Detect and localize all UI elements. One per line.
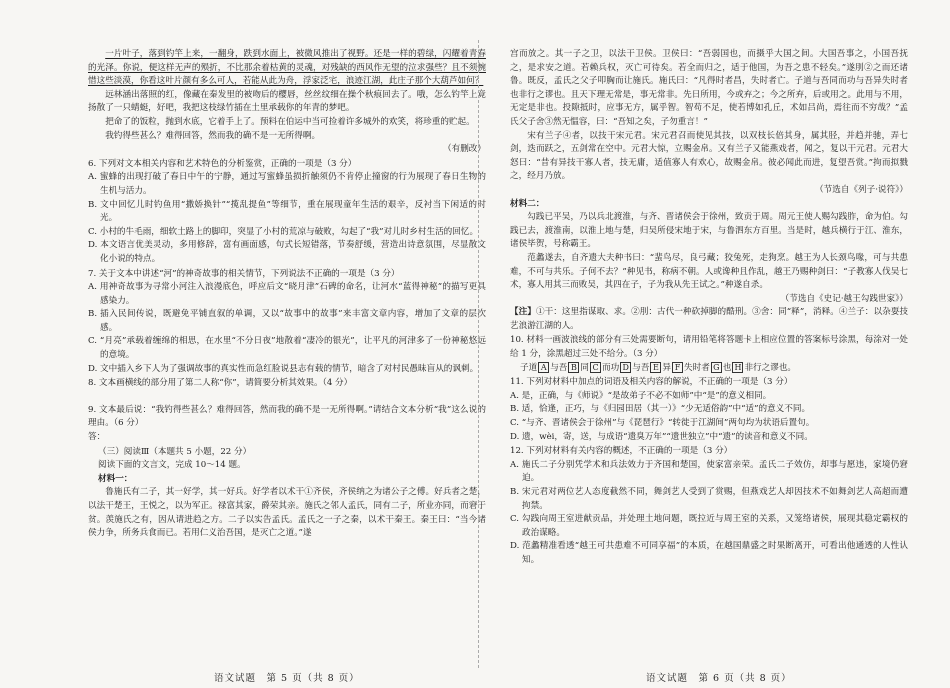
material-2-source: （节选自《史记·越王勾践世家》） <box>780 293 908 304</box>
footer-left: 语文试题 第 5 页（共 8 页） <box>214 673 360 684</box>
passage-source: （有删改） <box>443 144 486 155</box>
question-7-option-c: C. “月亮”承载着缠绵的相思，在水里“不分日夜”地散着“凄冷的银光”，让平凡的河津多了一份神秘悠远的意境。 <box>88 336 486 361</box>
question-6-option-a: A. 蜜蜂的出现打破了春日中午的宁静，通过写蜜蜂虽损折触须仍不肯停止撞窗的行为展现了春日生物的生机与活力。 <box>88 172 486 196</box>
sentence-part: 与吾 <box>632 362 650 373</box>
question-12-option-b: B. 宋元君对两位艺人态度截然不同，舞剑艺人受到了赏赐，但燕戏艺人却因技术不如舞剑艺人高超而遭拘禁。 <box>510 487 908 511</box>
question-10-stem: 10. 材料一画波浪线的部分有三处需要断句，请用铅笔将答题卡上相应位置的答案标号涂黑，每涂对一处给 1 分，涂黑超过三处不给分。（3 分） <box>510 335 908 360</box>
question-7-option-a: A. 用神奇故事为寻常小河注入浪漫底色，呼应后文“晓月津”石碑的命名，让河水“蓝得神秘”的描写更具感染力。 <box>88 282 486 306</box>
break-box-a[interactable]: A <box>538 362 549 373</box>
material-1-para-1-cont: 宫而放之。其一子之卫，以法干卫侯。卫侯曰：“吾弱国也，而摄乎大国之间。大国吾事之，小国吾抚之，是求安之道。若赖兵权，灭亡可待矣。若全而归之，适于他国，为吾之患不轻矣。”遂刖②之而还诸鲁。既反，孟氏之父子叩胸而让施氏。施氏曰：“凡得时者昌，失时者亡。子道与吾同而功与吾异失时者也非行之谬也。且天下理无常是，事无常非。先日所用，今或弃之；今之所弃，后或用之。此用与不用，无定是非也。投隙抵时，应事无方，属乎智。智苟不足，使若博如孔丘，术如吕尚，焉往而不穷哉？”孟氏父子舍③然无愠容，曰：“吾知之矣，子勿重言！” <box>510 49 908 127</box>
note <box>510 306 908 333</box>
sentence-part: 与吾 <box>550 362 568 373</box>
answer-space-8 <box>88 391 486 403</box>
material-1-label: 材料一： <box>98 473 133 484</box>
sentence-part: 子道 <box>520 362 538 373</box>
left-page <box>88 48 486 541</box>
page-divider <box>478 40 479 668</box>
passage-para-3: 把命了的饭粒，抛到水底，它着手上了。预料在伯运中当可捡着许多城外的欢笑，将珍重的贮起。 <box>105 116 475 127</box>
passage-para-1: 一片叶子，落到钓竿上来，一翻身，跌到水面上，被微风推出了视野。还是一样的碧绿，闪耀着青春的光泽。你说，便这样无声的殒折，不比那余着枯黄的灵魂，对残缺的西风作无望的泣求强些？且不须惋惜这些淡漠，你看这叶片颜有多么可人，若能从此为舟，浮家泛宅，浪迹江湖，此庄子那个大葫芦如何？ <box>88 49 486 87</box>
question-12-stem: 12. 下列对材料有关内容的概述，不正确的一项是（3 分） <box>510 446 733 457</box>
question-11-option-a: A. 是，正确，与《师说》“是故弟子不必不如师”中“是”的意义相同。 <box>510 390 772 401</box>
question-11-option-b: B. 适，恰逢，正巧，与《归园田居（其一）》“少无适俗韵”中“适”的意义不同。 <box>510 404 811 415</box>
question-7-option-b: B. 插入民间传说，既避免平铺直叙的单调，又以“故事中的故事”来丰富文章内容，增加了文章的层次感。 <box>88 309 486 333</box>
material-2-label: 材料二： <box>510 198 545 209</box>
sentence-part: 非行之谬也。 <box>744 362 797 373</box>
question-6-option-d: D. 本文语言优美灵动，多用修辞，富有画面感，句式长短错落，节奏舒缓，营造出诗意氛围，尽显散文化小说的特点。 <box>88 240 486 264</box>
break-box-e[interactable]: E <box>650 362 661 373</box>
break-box-g[interactable]: G <box>711 362 722 373</box>
material-1-para-2: 宋有兰子④者，以技干宋元君。宋元君召而使见其技，以双枝长倍其身，属其胫，并趋并驰，弄七剑，迭而跃之，五剑常在空中。元君大惊，立赐金帛。又有兰子又能燕戏者，闻之，复以干元君。元君大怒曰：“昔有异技干寡人者，技无庸，适值寡人有欢心，故赐金帛。彼必闻此而进，复望吾赏。”拘而拟戮之，经月乃放。 <box>510 130 908 182</box>
passage-para-2: 远林涵出落照的红，像藏在秦发里的被吻后的樱唇，丝丝纹细在操个秋痕回去了。哦，怎么钓竿上竟扬散了一只蜻蜓，好吧，我把这枝绿竹插在土里承载你的年青的梦吧。 <box>88 89 486 114</box>
material-1-para-1: 鲁施氏有二子，其一好学，其一好兵。好学者以术干①齐侯，齐侯纳之为诸公子之傅。好兵者之楚，以法干楚王，王悦之，以为军正。禄富其家，爵荣其亲。施氏之邻人孟氏，同有二子，所业亦同，而窘于贫。羡施氏之有，因从请进趋之方。二子以实告孟氏。孟氏之一子之秦，以术干秦王。秦王曰：“当今诸侯力争，所务兵食而已。若用仁义治吾国，是灭亡之道。”遂 <box>88 487 486 539</box>
break-box-b[interactable]: B <box>568 362 579 373</box>
question-6-option-b: B. 文中回忆儿时钓鱼用“撒娇换针”“揽乱提鱼”等细节，重在展现童年生活的艰辛，反衬当下闲适的时光。 <box>88 199 486 224</box>
sentence-part: 而功 <box>602 362 620 373</box>
note-text: ①干：这里指谋取、求。②刖：古代一种砍掉脚的酷刑。③舍：同“释”，消释。④兰子：以杂耍技艺浪游江湖的人。 <box>510 307 908 331</box>
sentence-part: 异 <box>662 362 672 373</box>
break-box-f[interactable]: F <box>672 362 683 373</box>
sentence-part: 同 <box>580 362 590 373</box>
question-9: 9. 文本最后说：“我钓得些甚么？难得回答，然而我的确不是一无所得啊。”请结合文本分析“我”这么说的理由。（6 分） <box>88 404 486 429</box>
material-1-source: （节选自《列子·说符》） <box>815 184 908 195</box>
section-title: （三）阅读Ⅲ（本题共 5 小题，22 分） <box>98 446 252 457</box>
question-12-option-d: D. 范蠡精准看透“越王可共患难不可同享福”的本质，在越国鼎盛之时果断离开，可看出他通透的人性认知。 <box>510 541 908 565</box>
note-label: 【注】 <box>510 307 536 318</box>
question-12-option-c: C. 勾践向周王室进献贡品，并处理土地问题，既拉近与周王室的关系，又笼络诸侯，展现其稳定霸权的政治谋略。 <box>510 514 908 538</box>
question-7-option-d: D. 文中插入乡下人为了强调故事的真实性而急红脸说县志有载的情节，暗含了对村民愚昧盲从的讽刺。 <box>88 363 479 374</box>
right-page <box>510 48 908 568</box>
material-2-para-2: 范蠡遂去，自齐遗大夫种书曰：“蜚鸟尽，良弓藏；狡兔死，走狗烹。越王为人长颈鸟喙，可与共患难，不可与共乐。子何不去？”种见书，称病不朝。人或谗种且作乱，越王乃赐种剑曰：“子教寡人伐吴七术，寡人用其三而败吴，其四在子，子为我从先王试之。”种遂自杀。 <box>510 252 908 291</box>
question-11-stem: 11. 下列对材料中加点的词语及相关内容的解说，不正确的一项是（3 分） <box>510 377 793 388</box>
sentence-part: 也 <box>722 362 732 373</box>
question-11-option-d: D. 遗，wèi，寄，送，与成语“遗臭万年”“遗世独立”中“遗”的读音和意义不同。 <box>510 431 813 442</box>
question-11-option-c: C. “与齐、晋诸侯会于徐州”与《琵琶行》“转徙于江湖间”两句均为状语后置句。 <box>510 418 815 429</box>
section-instruction: 阅读下面的文言文，完成 10～14 题。 <box>98 460 246 471</box>
footer-right: 语文试题 第 6 页（共 8 页） <box>646 673 792 684</box>
question-7-stem: 7. 关于文本中讲述“河”的神奇故事的相关情节，下列说法不正确的一项是（3 分） <box>88 268 400 279</box>
break-box-h[interactable]: H <box>732 362 743 373</box>
answer-label: 答： <box>88 432 106 443</box>
question-6-option-c: C. 小村的牛毛雨，细软土路上的脚印，突显了小村的荒凉与破败，勾起了“我”对儿时乡村生活的回忆。 <box>88 226 479 237</box>
break-box-c[interactable]: C <box>590 362 601 373</box>
question-6-stem: 6. 下列对文本相关内容和艺术特色的分析鉴赏，正确的一项是（3 分） <box>88 158 357 169</box>
break-box-d[interactable]: D <box>620 362 631 373</box>
question-10-sentence <box>510 362 908 376</box>
material-2-para-1: 勾践已平吴，乃以兵北渡淮，与齐、晋诸侯会于徐州，致贡于周。周元王使人赐勾践胙，命为伯。勾践已去，渡淮南，以淮上地与楚，归吴所侵宋地于宋，与鲁泗东方百里。当是时，越兵横行于江、淮东，诸侯毕贺，号称霸王。 <box>510 212 908 250</box>
sentence-part: 失时者 <box>684 362 710 373</box>
passage-para-4: 我钓得些甚么？难得回答，然而我的确不是一无所得啊。 <box>105 130 321 141</box>
question-8: 8. 文本画横线的部分用了第二人称“你”，请简要分析其效果。（4 分） <box>88 378 353 389</box>
question-12-option-a: A. 施氏二子分别凭学术和兵法效力于齐国和楚国，使家富亲荣。孟氏二子效仿，却事与愿违，家境仍窘迫。 <box>510 459 908 484</box>
